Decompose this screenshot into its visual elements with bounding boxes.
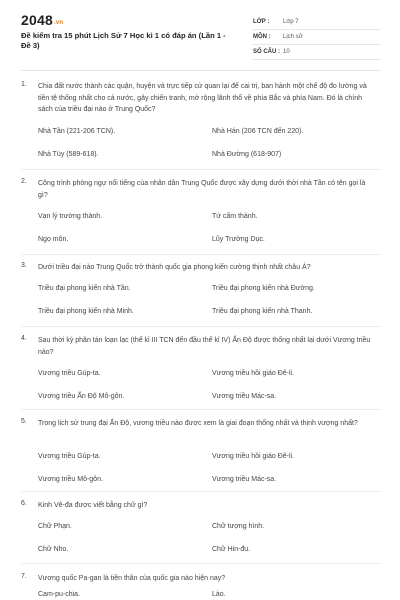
- meta-label: MÔN :: [253, 34, 271, 40]
- question-divider: [21, 169, 381, 170]
- meta-row-count: [253, 45, 381, 60]
- question-number: 7.: [21, 573, 27, 580]
- answer-option[interactable]: Chữ Nho.: [38, 546, 69, 553]
- answer-option[interactable]: Vương triều Mác-sa.: [212, 393, 277, 400]
- meta-label: SỐ CÂU :: [253, 49, 280, 55]
- meta-row-subject: [253, 30, 381, 45]
- question-text: Chia đất nước thành các quận, huyện và trực tiếp cử quan lại để cai trị, ban hành một chế độ đo lường và tiền tệ thống nhất cho cả nước, gây chiến tranh, mở rộng lãnh thổ về phía Bắc và phía Nam. Đó là chính sách của triều đại nào ở Trung Quốc?: [38, 83, 367, 113]
- question-divider: [21, 563, 381, 564]
- answer-option[interactable]: Chữ Hin-đu.: [212, 546, 251, 553]
- meta-value: Lớp 7: [283, 19, 299, 25]
- question-number: 1.: [21, 81, 27, 88]
- header-divider: [21, 70, 381, 71]
- question-divider: [21, 254, 381, 255]
- answer-option[interactable]: Nhà Tùy (589-618).: [38, 151, 99, 158]
- meta-info: [253, 15, 381, 60]
- answer-option[interactable]: Vạn lý trường thành.: [38, 213, 103, 220]
- answer-option[interactable]: Triều đại phong kiến nhà Thanh.: [212, 308, 313, 315]
- question-text: Công trình phòng ngự nổi tiếng của nhân dân Trung Quốc được xây dựng dưới thời nhà Tần có tên gọi là gì?: [38, 180, 366, 199]
- answer-option[interactable]: Cam-pu-chia.: [38, 591, 81, 598]
- logo-main: 2048: [21, 12, 53, 28]
- meta-row-class: [253, 15, 381, 30]
- question-number: 5.: [21, 418, 27, 425]
- question-number: 2.: [21, 178, 27, 185]
- answer-option[interactable]: Vương triều Mác-sa.: [212, 476, 277, 483]
- meta-value: 10: [283, 49, 290, 55]
- meta-value: Lịch sử: [283, 34, 303, 40]
- question-divider: [21, 491, 381, 492]
- question-text: Vương quốc Pa-gan là tiền thân của quốc gia nào hiện nay?: [38, 575, 226, 582]
- question-number: 6.: [21, 500, 27, 507]
- answer-option[interactable]: Lào.: [212, 591, 226, 598]
- question-number: 4.: [21, 335, 27, 342]
- answer-option[interactable]: Vương triều hồi giáo Đê-li.: [212, 370, 295, 377]
- page-title: Đề kiểm tra 15 phút Lịch Sử 7 Học kì 1 có đáp án (Lần 1 - Đề 3): [21, 31, 226, 50]
- answer-option[interactable]: Nhà Tần (221-206 TCN).: [38, 128, 116, 135]
- question-divider: [21, 409, 381, 410]
- answer-option[interactable]: Triều đại phong kiến nhà Minh.: [38, 308, 134, 315]
- answer-option[interactable]: Lũy Trường Dục.: [212, 236, 265, 243]
- question-text: Sau thời kỳ phân tán loạn lạc (thế kỉ III TCN đến đầu thế kỉ IV) Ấn Độ được thống nhất lại dưới Vương triều nào?: [38, 337, 371, 356]
- logo-suffix: .vn: [53, 20, 64, 26]
- answer-option[interactable]: Vương triều Mô-gôn.: [38, 476, 103, 483]
- answer-option[interactable]: Chữ tượng hình.: [212, 523, 265, 530]
- header: [0, 0, 400, 64]
- answer-option[interactable]: Nhà Hán (206 TCN đến 220).: [212, 128, 304, 135]
- answer-option[interactable]: Triều đại phong kiến nhà Đường.: [212, 285, 315, 292]
- question-text: Trong lịch sử trung đại Ấn Độ, vương triều nào được xem là giai đoạn thống nhất và thịnh vượng nhất?: [38, 420, 358, 427]
- question-text: Dưới triều đại nào Trung Quốc trở thành quốc gia phong kiến cường thịnh nhất châu Á?: [38, 264, 311, 271]
- answer-option[interactable]: Vương triều hồi giáo Đê-li.: [212, 453, 295, 460]
- answer-option[interactable]: Ngọ môn.: [38, 236, 69, 243]
- answer-option[interactable]: Triều đại phong kiến nhà Tần.: [38, 285, 131, 292]
- answer-option[interactable]: Chữ Phạn.: [38, 523, 72, 530]
- answer-option[interactable]: Vương triều Gúp-ta.: [38, 370, 101, 377]
- answer-option[interactable]: Nhà Đường (618-907): [212, 151, 282, 158]
- question-divider: [21, 326, 381, 327]
- question-number: 3.: [21, 262, 27, 269]
- meta-label: LỚP :: [253, 19, 270, 25]
- answer-option[interactable]: Vương triều Gúp-ta.: [38, 453, 101, 460]
- site-logo[interactable]: [21, 12, 63, 28]
- answer-option[interactable]: Tử cấm thành.: [212, 213, 258, 220]
- question-text: Kinh Vê-đa được viết bằng chữ gì?: [38, 502, 148, 509]
- answer-option[interactable]: Vương triều Ấn Độ Mô-gôn.: [38, 393, 125, 400]
